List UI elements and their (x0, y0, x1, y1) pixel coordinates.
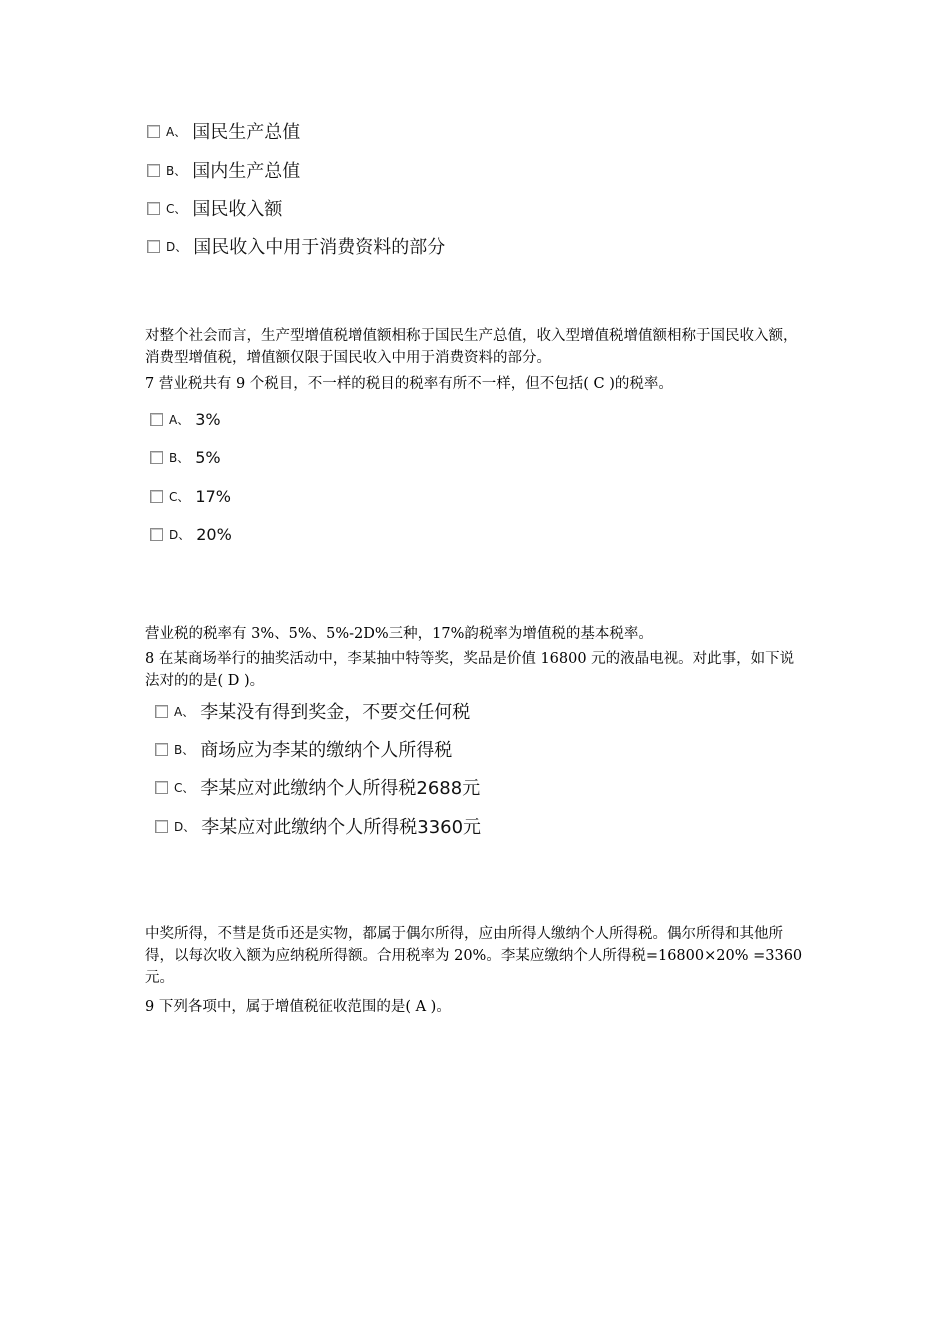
q6-option-c[interactable]: C、 国民收入额 (147, 193, 282, 223)
q7-option-b[interactable]: B、 5% (150, 442, 221, 472)
q7-explanation: 营业税的税率有 3%、5%、5%-2D%三种，17%韵税率为增值税的基本税率。 (145, 626, 653, 642)
q6-option-a[interactable]: A、 国民生产总值 (147, 116, 300, 146)
checkbox-icon[interactable] (147, 240, 160, 253)
checkbox-icon[interactable] (155, 743, 168, 756)
q9-question: 9 下列各项中，属于增值税征收范围的是( A )。 (145, 999, 451, 1015)
q7-question: 7 营业税共有 9 个税目，不一样的税目的税率有所不一样，但不包括( C )的税率。 (145, 376, 673, 392)
q8-option-b[interactable]: B、 商场应为李某的缴纳个人所得税 (155, 734, 452, 764)
q8-option-d[interactable]: D、 李某应对此缴纳个人所得税3360元 (155, 811, 481, 841)
checkbox-icon[interactable] (147, 202, 160, 215)
q8-option-a[interactable]: A、 李某没有得到奖金，不要交任何税 (155, 696, 470, 726)
q7-option-a[interactable]: A、 3% (150, 404, 221, 434)
q8-option-c[interactable]: C、 李某应对此缴纳个人所得税2688元 (155, 772, 480, 802)
q7-option-d[interactable]: D、 20% (150, 519, 232, 549)
checkbox-icon[interactable] (155, 820, 168, 833)
checkbox-icon[interactable] (150, 451, 163, 464)
checkbox-icon[interactable] (150, 413, 163, 426)
checkbox-icon[interactable] (150, 528, 163, 541)
checkbox-icon[interactable] (155, 705, 168, 718)
q6-option-b[interactable]: B、 国内生产总值 (147, 155, 300, 185)
q8-question: 8 在某商场举行的抽奖活动中，李某抽中特等奖，奖品是价值 16800 元的液晶电视。对此事，如下说法对的的是( D )。 (145, 651, 795, 689)
q6-option-d[interactable]: D、 国民收入中用于消费资料的部分 (147, 231, 445, 261)
checkbox-icon[interactable] (147, 164, 160, 177)
q7-option-c[interactable]: C、 17% (150, 481, 231, 511)
checkbox-icon[interactable] (155, 781, 168, 794)
q8-explanation: 中奖所得，不彗是货币还是实物，都属于偶尔所得，应由所得人缴纳个人所得税。偶尔所得和其他所得，以每次收入额为应纳税所得额。合用税率为 20%。李某应缴纳个人所得税=16800×20% =3360 元。 (145, 926, 803, 986)
q6-explanation: 对整个社会而言，生产型增值税增值额相称于国民生产总值，收入型增值税增值额相称于国民收入额，消费型增值税，增值额仅限于国民收入中用于消费资料的部分。 (145, 328, 798, 366)
checkbox-icon[interactable] (150, 490, 163, 503)
checkbox-icon[interactable] (147, 125, 160, 138)
